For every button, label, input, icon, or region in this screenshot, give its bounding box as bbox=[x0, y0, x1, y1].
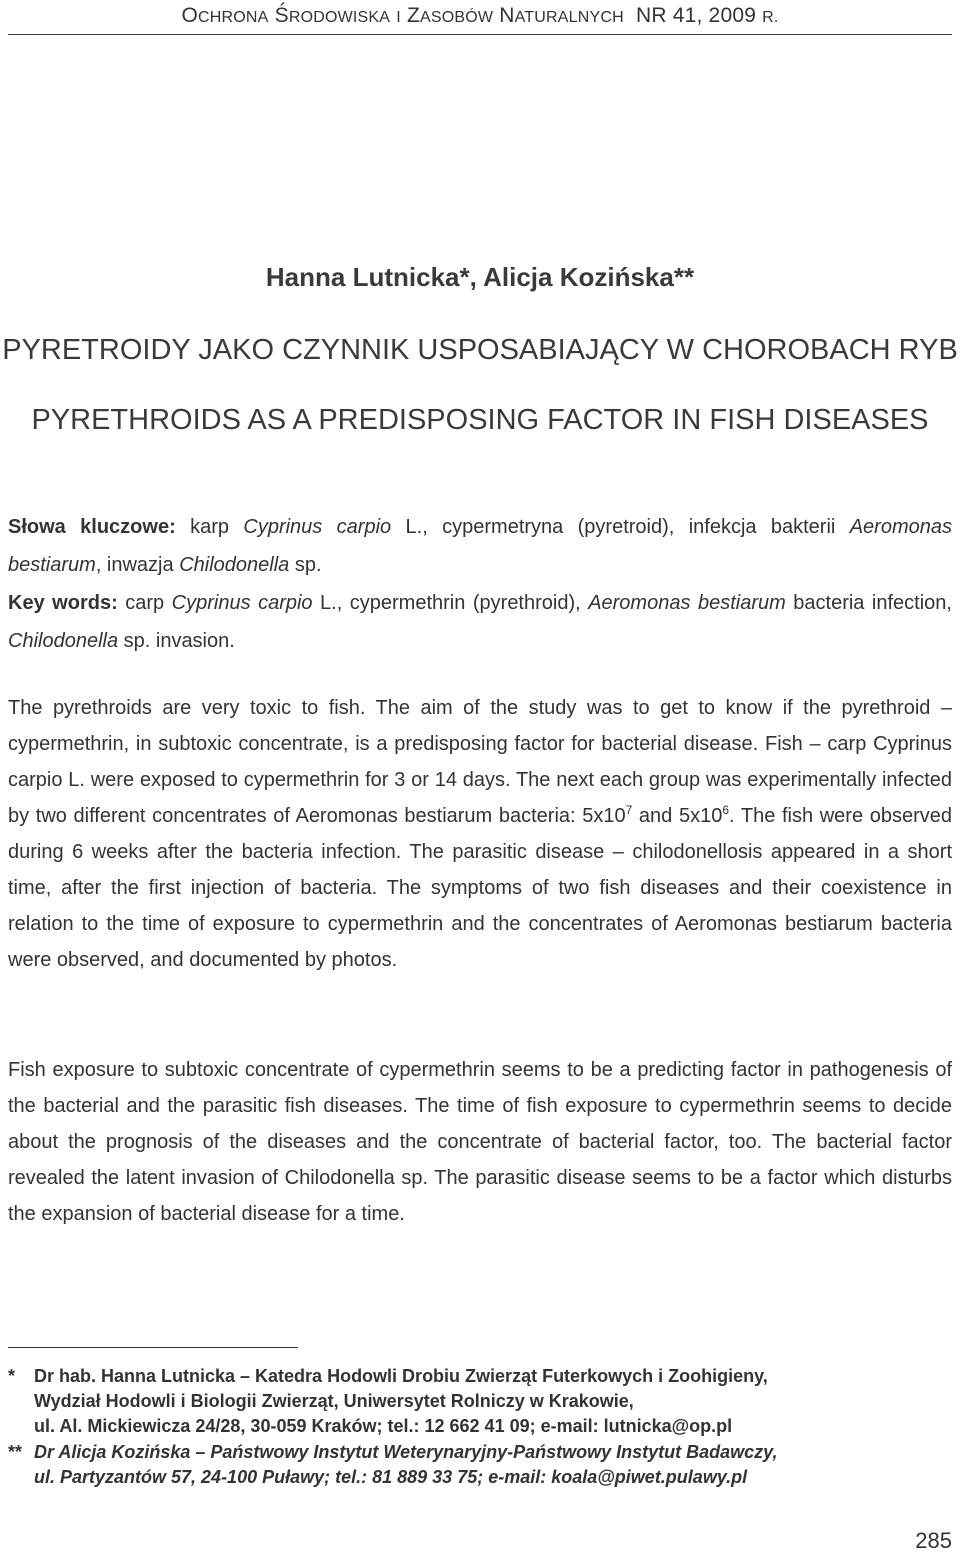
footnote-1-line-2: Wydział Hodowli i Biologii Zwierząt, Uniwersytet Rolniczy w Krakowie, bbox=[34, 1391, 634, 1411]
keywords-en-label: Key words: bbox=[8, 592, 118, 614]
kw-pl-italic-1: Cyprinus carpio bbox=[243, 516, 392, 538]
kw-en-text-1: carp bbox=[117, 592, 172, 614]
kw-pl-text-4: sp. bbox=[289, 554, 322, 576]
title-polish: PYRETROIDY JAKO CZYNNIK USPOSABIAJĄCY W CHOROBACH RYB bbox=[2, 334, 958, 366]
rh-initial-3: I bbox=[396, 9, 401, 26]
rh-word-5: ATURALNYCH bbox=[514, 9, 624, 26]
kw-pl-text-1: karp bbox=[175, 516, 244, 538]
rh-word-2: RODOWISKA bbox=[288, 9, 391, 26]
rh-initial-4: Z bbox=[406, 4, 420, 27]
kw-en-text-3: bacteria infection, bbox=[785, 592, 952, 614]
abstract-1-text-c: . The fish were observed during 6 weeks after the bacteria infection. The parasitic disease – chilodonellosis appeared in a short time, after the first injection of bacteria. The symptoms of two fish diseases and their coexistence in relation to the time of exposure to cypermethrin and the concentrates of Aeromonas bestiarum bacteria were observed, and documented by photos. bbox=[8, 805, 953, 971]
footnote-1-line-1: Dr hab. Hanna Lutnicka – Katedra Hodowli Drobiu Zwierząt Futerkowych i Zoohigieny, bbox=[34, 1366, 768, 1386]
footnote-rule bbox=[8, 1347, 298, 1348]
rh-initial-5: N bbox=[499, 4, 515, 27]
keywords-polish bbox=[8, 508, 952, 584]
kw-pl-italic-3: Chilodonella bbox=[179, 554, 290, 576]
footnote-1 bbox=[8, 1364, 952, 1439]
page-number: 285 bbox=[915, 1528, 952, 1553]
kw-en-italic-2: Aeromonas bestiarum bbox=[588, 592, 786, 614]
title-english: PYRETHROIDS AS A PREDISPOSING FACTOR IN FISH DISEASES bbox=[31, 404, 929, 436]
keywords-english bbox=[8, 584, 952, 660]
kw-pl-text-2: L., cypermetryna (pyretroid), infekcja bakterii bbox=[391, 516, 850, 538]
kw-pl-italic-2: Aeromonas bestiarum bbox=[8, 516, 952, 576]
kw-en-text-2: L., cypermethrin (pyrethroid), bbox=[312, 592, 589, 614]
rh-initial-2: Ś bbox=[274, 4, 289, 27]
running-head bbox=[0, 4, 960, 28]
rh-issue: NR 41, 2009 bbox=[635, 4, 757, 27]
footnote-2-mark: ** bbox=[8, 1442, 23, 1462]
abstract-1-text-a: The pyrethroids are very toxic to fish. The aim of the study was to get to know if the pyrethroid – cypermethrin, in subtoxic concentrate, is a predisposing factor for bacterial disease. Fish – carp Cyprinus carpio L. were exposed to cypermethrin for 3 or 14 days. The next each group was experimentally infected by two different concentrates of Aeromonas bestiarum bacteria: 5x10 bbox=[8, 697, 952, 827]
exponent-2: 6 bbox=[722, 803, 730, 817]
footnote-1-line-3: ul. Al. Mickiewicza 24/28, 30-059 Kraków; tel.: 12 662 41 09; e-mail: lutnicka@op.pl bbox=[34, 1416, 733, 1436]
footnote-2 bbox=[8, 1440, 952, 1490]
exponent-1: 7 bbox=[625, 803, 633, 817]
authors: Hanna Lutnicka*, Alicja Kozińska** bbox=[265, 262, 695, 292]
kw-en-text-4: sp. invasion. bbox=[118, 630, 235, 652]
footnote-2-line-1: Dr Alicja Kozińska – Państwowy Instytut Weterynaryjny-Państwowy Instytut Badawczy, bbox=[34, 1442, 778, 1462]
rh-word-4: ASOBÓW bbox=[419, 9, 494, 26]
keywords-pl-label: Słowa kluczowe: bbox=[8, 516, 176, 538]
kw-en-italic-3: Chilodonella bbox=[8, 630, 119, 652]
abstract-1-text-b: and 5x10 bbox=[632, 805, 723, 827]
rh-initial-1: O bbox=[181, 4, 198, 27]
footnote-2-line-2: ul. Partyzantów 57, 24-100 Puławy; tel.: 81 889 33 75; e-mail: koala@piwet.pulawy.pl bbox=[34, 1467, 748, 1487]
header-rule bbox=[8, 34, 952, 35]
rh-word-1: CHRONA bbox=[198, 9, 269, 26]
abstract-paragraph-2: Fish exposure to subtoxic concentrate of cypermethrin seems to be a predicting factor in pathogenesis of the bacterial and the parasitic fish diseases. The time of fish exposure to cypermethrin seems to decide about the prognosis of the diseases and the concentrate of bacterial factor, too. The bacterial factor revealed the latent invasion of Chilodonella sp. The parasitic disease seems to be a factor which disturbs the expansion of bacterial disease for a time. bbox=[8, 1059, 952, 1225]
rh-year-suffix: R. bbox=[762, 9, 779, 26]
footnote-1-mark: * bbox=[8, 1366, 16, 1386]
kw-pl-text-3: , inwazja bbox=[95, 554, 180, 576]
abstract-paragraph-1 bbox=[8, 690, 952, 978]
kw-en-italic-1: Cyprinus carpio bbox=[171, 592, 313, 614]
